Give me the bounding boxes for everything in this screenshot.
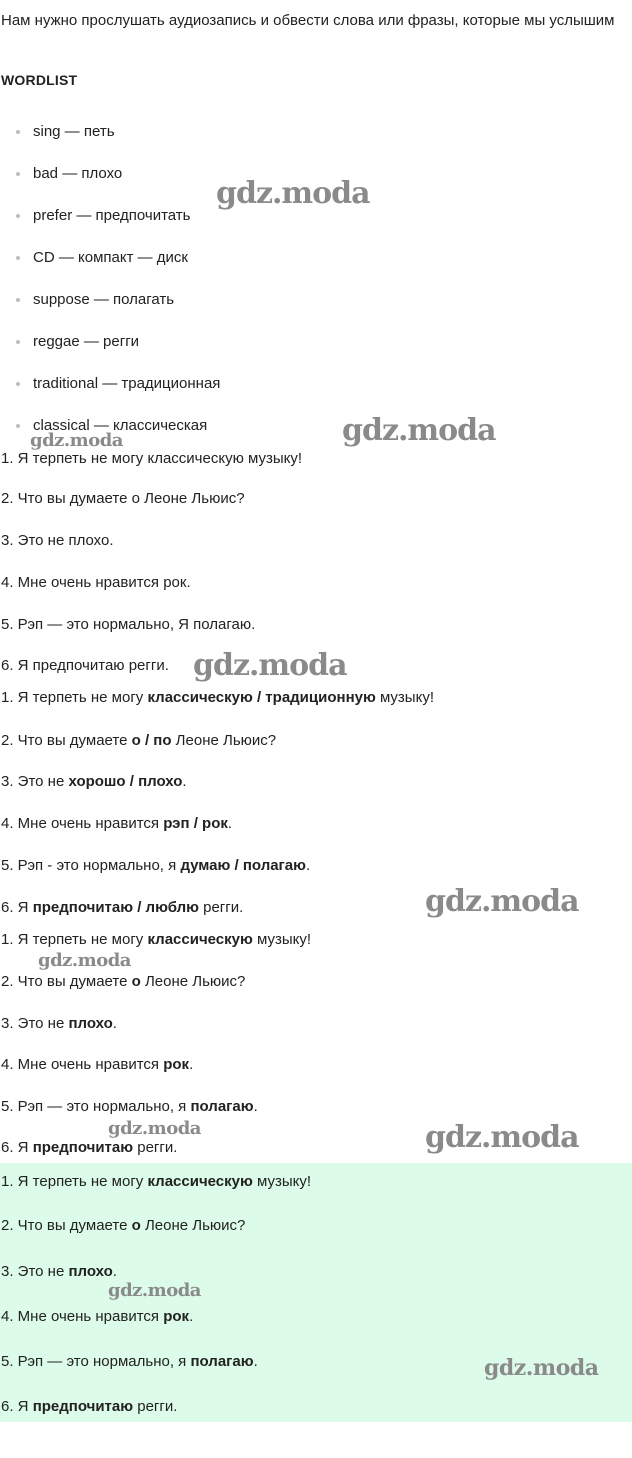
answer-line: 4. Мне очень нравится рок. [1,1056,194,1073]
watermark-logo: gdz.moda [38,950,131,971]
highlighted-answer-line: 2. Что вы думаете о Леоне Льюис? [1,1217,246,1234]
translation-line: 4. Мне очень нравится рок. [1,574,191,591]
wordlist-item: bad — плохо [33,164,122,184]
answer-line: 5. Рэп — это нормально, я полагаю. [1,1098,258,1115]
wordlist-item: traditional — традиционная [33,374,220,394]
wordlist-item: reggae — регги [33,332,139,352]
watermark-logo: gdz.moda [108,1118,201,1139]
options-line: 6. Я предпочитаю / люблю регги. [1,899,244,916]
bullet-icon [16,340,20,344]
watermark-logo: gdz.moda [425,884,579,919]
translation-line: 3. Это не плохо. [1,532,114,549]
bullet-icon [16,214,20,218]
bullet-icon [16,130,20,134]
watermark-logo: gdz.moda [30,430,123,451]
options-line: 3. Это не хорошо / плохо. [1,773,187,790]
answer-line: 1. Я терпеть не могу классическую музыку! [1,931,312,948]
answer-highlight-box [0,1163,632,1422]
highlighted-answer-line: 6. Я предпочитаю регги. [1,1398,178,1415]
highlighted-answer-line: 5. Рэп — это нормально, я полагаю. [1,1353,258,1370]
bullet-icon [16,424,20,428]
translation-line: 6. Я предпочитаю регги. [1,657,169,674]
bullet-icon [16,256,20,260]
watermark-logo: gdz.moda [193,648,347,683]
options-line: 2. Что вы думаете о / по Леоне Льюис? [1,732,277,749]
watermark-logo: gdz.moda [425,1120,579,1155]
translation-line: 1. Я терпеть не могу классическую музыку! [1,450,303,467]
answer-line: 6. Я предпочитаю регги. [1,1139,178,1156]
watermark-logo: gdz.moda [484,1355,599,1381]
wordlist-item: prefer — предпочитать [33,206,190,226]
answer-line: 3. Это не плохо. [1,1015,117,1032]
answer-line: 2. Что вы думаете о Леоне Льюис? [1,973,246,990]
wordlist-item: sing — петь [33,122,115,142]
wordlist-item: CD — компакт — диск [33,248,188,268]
highlighted-answer-line: 4. Мне очень нравится рок. [1,1308,194,1325]
highlighted-answer-line: 1. Я терпеть не могу классическую музыку! [1,1173,312,1190]
wordlist-item: suppose — полагать [33,290,174,310]
translation-line: 2. Что вы думаете о Леоне Льюис? [1,490,245,507]
wordlist-item: classical — классическая [33,416,207,436]
watermark-logo: gdz.moda [342,413,496,448]
bullet-icon [16,298,20,302]
options-line: 1. Я терпеть не могу классическую / традиционную музыку! [1,689,434,706]
options-line: 4. Мне очень нравится рэп / рок. [1,815,233,832]
options-line: 5. Рэп - это нормально, я думаю / полагаю. [1,857,311,874]
watermark-logo: gdz.moda [108,1280,201,1301]
bullet-icon [16,172,20,176]
wordlist-heading: WORDLIST [1,72,78,88]
translation-line: 5. Рэп — это нормально, Я полагаю. [1,616,256,633]
bullet-icon [16,382,20,386]
intro-text: Нам нужно прослушать аудиозапись и обвести слова или фразы, которые мы услышим [1,12,615,29]
watermark-logo: gdz.moda [216,176,370,211]
highlighted-answer-line: 3. Это не плохо. [1,1263,117,1280]
